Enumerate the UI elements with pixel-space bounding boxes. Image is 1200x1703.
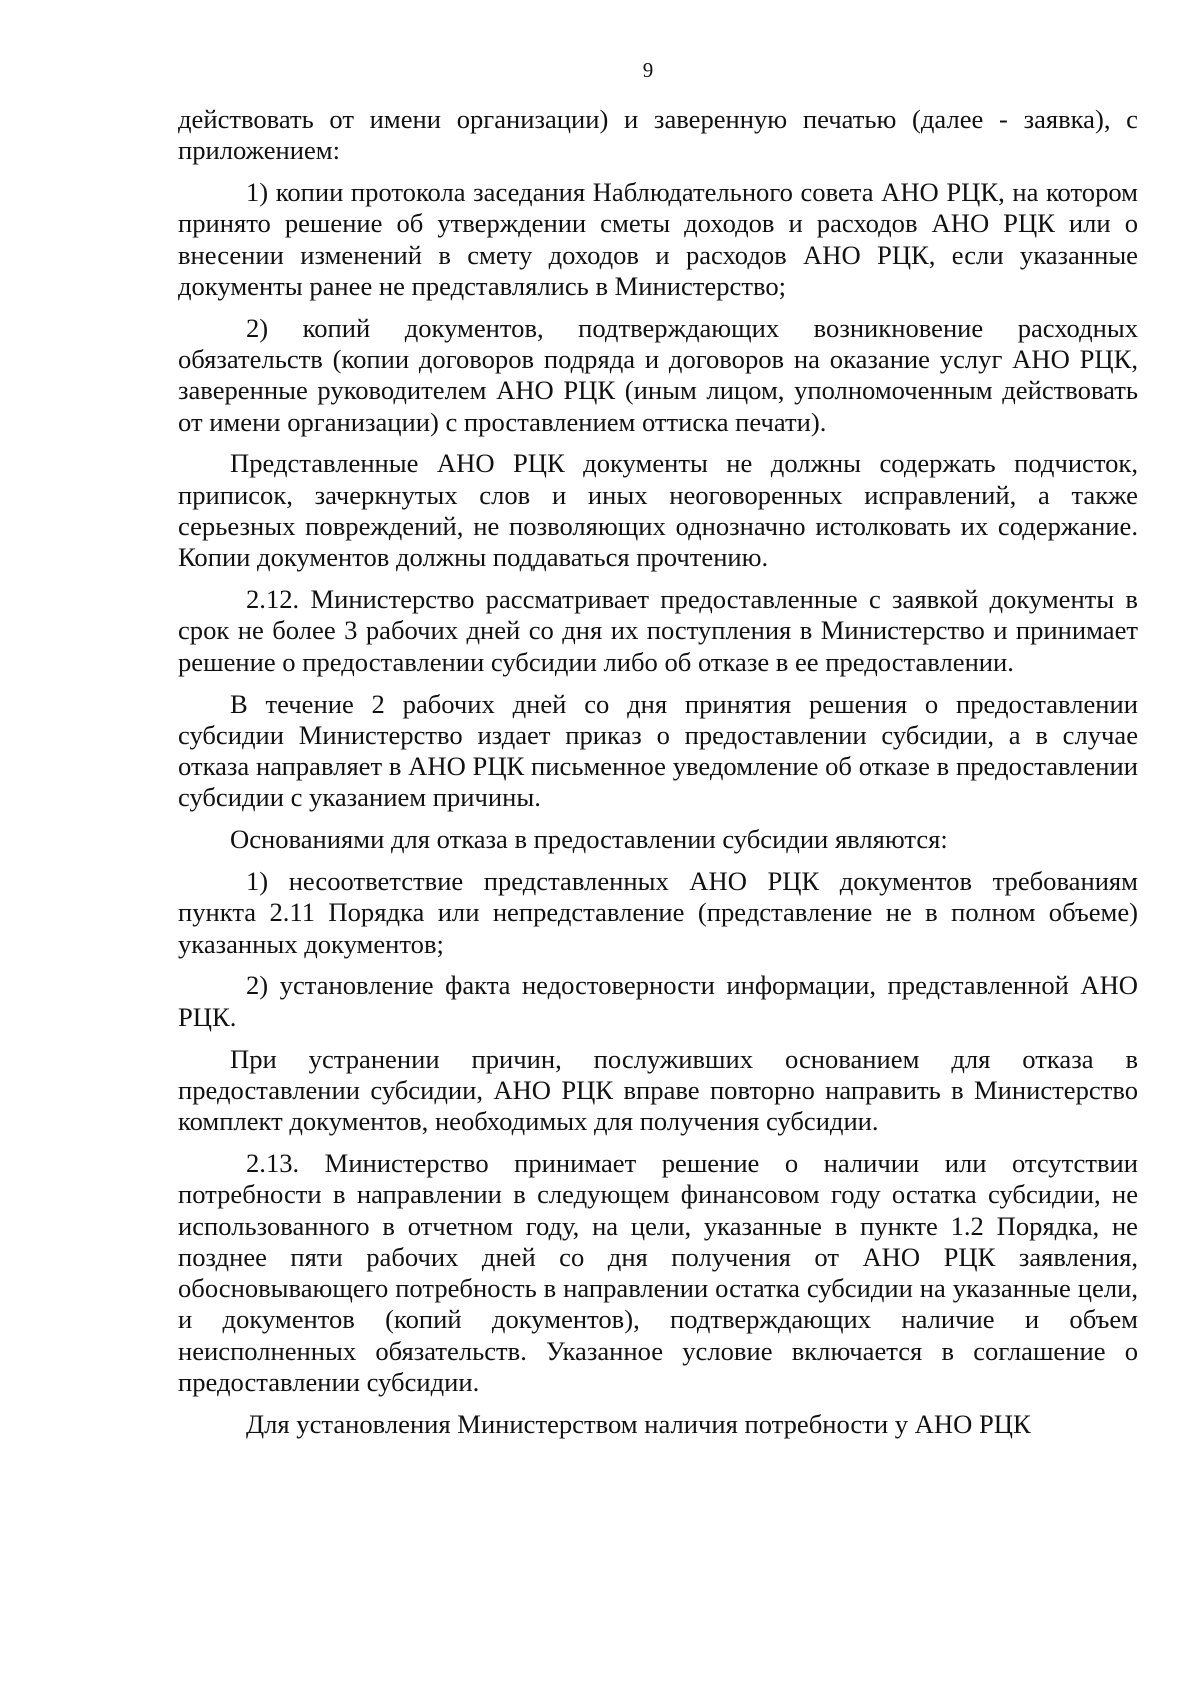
paragraph-item-1: 1) копии протокола заседания Наблюдательного совета АНО РЦК, на котором принято решение об утверждении сметы доходов и расходов АНО РЦК или о внесении изменений в смету доходов и расходов АНО РЦК, если указанные документы ранее не представлялись в Министерство;: [178, 177, 1138, 301]
paragraph-ground-1: 1) несоответствие представленных АНО РЦК документов требованиям пункта 2.11 Порядка или непредставление (представление не в полном объеме) указанных документов;: [178, 866, 1138, 959]
page-number: 9: [642, 58, 654, 82]
paragraph-2-12: 2.12. Министерство рассматривает предоставленные с заявкой документы в срок не более 3 рабочих дней со дня их поступления в Министерство и принимает решение о предоставлении субсидии либо об отказе в ее предоставлении.: [178, 584, 1138, 677]
paragraph-resubmission: При устранении причин, послуживших основанием для отказа в предоставлении субсидии, АНО РЦК вправе повторно направить в Министерство комплект документов, необходимых для получения субсидии.: [178, 1043, 1138, 1137]
paragraph-decision-notice: В течение 2 рабочих дней со дня принятия решения о предоставлении субсидии Министерство издает приказ о предоставлении субсидии, а в случае отказа направляет в АНО РЦК письменное уведомление об отказе в предоставлении субсидии с указанием причины.: [178, 688, 1138, 813]
paragraph-2-13: 2.13. Министерство принимает решение о наличии или отсутствии потребности в направлении в следующем финансовом году остатка субсидии, не использованного в отчетном году, на цели, указанные в пункте 1.2 Порядка, не позднее пяти рабочих дней со дня получения от АНО РЦК заявления, обосновывающего потребность в направлении остатка субсидии на указанные цели, и документов (копий документов), подтверждающих наличие и объем неисполненных обязательств. Указанное условие включается в соглашение о предоставлении субсидии.: [178, 1147, 1138, 1397]
paragraph-refusal-grounds: Основаниями для отказа в предоставлении субсидии являются:: [230, 824, 948, 855]
paragraph-ground-2: 2) установление факта недостоверности информации, представленной АНО РЦК.: [178, 970, 1138, 1032]
paragraph-continuation: действовать от имени организации) и заверенную печатью (далее - заявка), с приложением:: [178, 104, 1138, 166]
paragraph-final-fragment: Для установления Министерством наличия потребности у АНО РЦК: [246, 1408, 1031, 1439]
paragraph-documents-requirements: Представленные АНО РЦК документы не должны содержать подчисток, приписок, зачеркнутых слов и иных неоговоренных исправлений, а также серьезных повреждений, не позволяющих однозначно истолковать их содержание. Копии документов должны поддаваться прочтению.: [178, 448, 1138, 573]
paragraph-item-2: 2) копий документов, подтверждающих возникновение расходных обязательств (копии договоров подряда и договоров на оказание услуг АНО РЦК, заверенные руководителем АНО РЦК (иным лицом, уполномоченным действовать от имени организации) с проставлением оттиска печати).: [178, 312, 1138, 437]
